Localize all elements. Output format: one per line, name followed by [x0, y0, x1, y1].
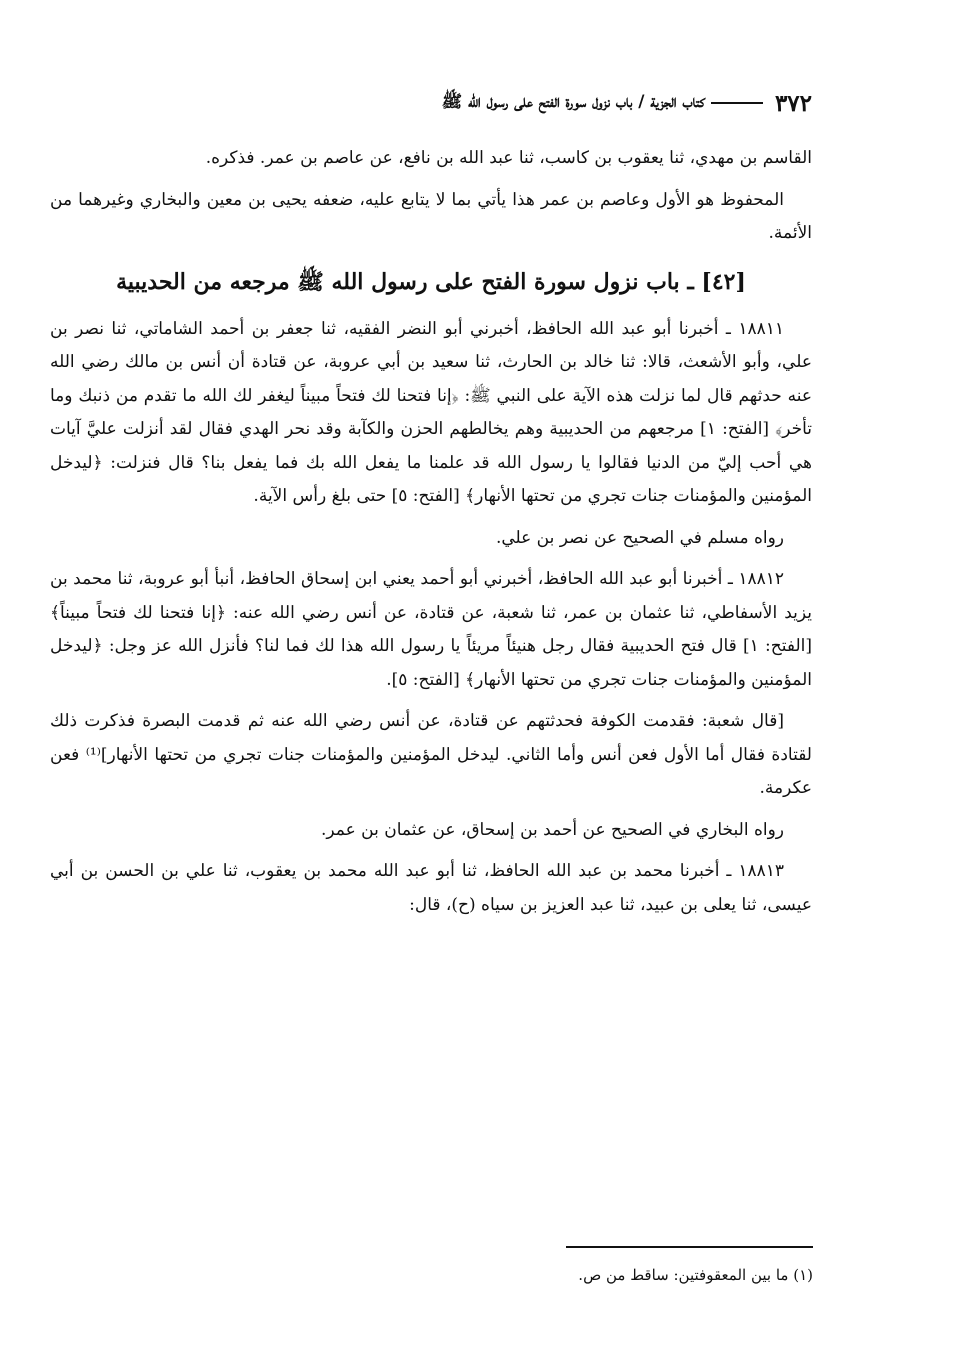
page-body	[50, 142, 812, 930]
hadith-18813: ١٨٨١٣ ـ أخبرنا محمد بن عبد الله الحافظ، ثنا أبو عبد الله محمد بن يعقوب، ثنا علي بن الحسن بن أبي عيسى، ثنا يعلى بن عبيد، ثنا عبد العزيز بن سياه (ح)، قال:	[50, 861, 812, 915]
hadith-18811: ١٨٨١١ ـ أخبرنا أبو عبد الله الحافظ، أخبرني أبو النضر الفقيه، ثنا جعفر بن أحمد الشاماتي، ثنا نصر بن علي، وأبو الأشعث، قالا: ثنا خالد بن الحارث، ثنا سعيد بن أبي عروبة، عن قتادة أن أنس بن مالك رضي الله عنه حدثهم قال لما نزلت هذه الآية على النبي ﷺ: ﴿إنا فتحنا لك فتحاً مبيناً ليغفر لك الله ما تقدم من ذنبك وما تأخر﴾ [الفتح: ١] مرجعهم من الحديبية وهم يخالطهم الحزن والكآبة وقد نحر الهدي فقال لقد أنزلت عليَّ آيات هي أحب إليّ من الدنيا فقالوا يا رسول الله قد علمنا ما يفعل الله بك فما يفعل بنا؟ قال فنزلت: ﴿ليدخل المؤمنين والمؤمنات جنات تجري من تحتها الأنهار﴾ [الفتح: ٥] حتى بلغ رأس الآية.	[50, 318, 812, 506]
running-title: كتاب الجزية / باب نزول سورة الفتح على رسول الله ﷺ	[441, 91, 705, 112]
header-rule	[711, 102, 763, 104]
footnote: (١) ما بين المعقوفتين: ساقط من ص.	[578, 1266, 813, 1284]
hadith-18812: ١٨٨١٢ ـ أخبرنا أبو عبد الله الحافظ، أخبرني أبو أحمد يعني ابن إسحاق الحافظ، أنبأ أبو عروبة، ثنا محمد بن يزيد الأسفاطي، ثنا عثمان بن عمر، ثنا شعبة، عن قتادة، عن أنس رضي الله عنه: ﴿إنا فتحنا لك فتحاً مبيناً﴾ [الفتح: ١] قال فتح الحديبية فقال رجل هنيئاً مريئاً يا رسول الله هذا لك فما لنا؟ فأنزل الله عز وجل: ﴿ليدخل المؤمنين والمؤمنات جنات تجري من تحتها الأنهار﴾ [الفتح: ٥].	[50, 569, 812, 690]
paragraph-narration-muslim: رواه مسلم في الصحيح عن نصر بن علي.	[495, 527, 784, 548]
paragraph-commentary: المحفوظ هو الأول وعاصم بن عمر هذا يأتي بما لا يتابع عليه، ضعفه يحيى بن معين والبخاري وغيرهما من الأئمة.	[50, 189, 812, 243]
page-number: ٣٧٢	[774, 89, 812, 117]
running-header	[50, 86, 812, 120]
paragraph-shuba-note: [قال شعبة: فقدمت الكوفة فحدثتهم عن قتادة، عن أنس رضي الله عنه ثم قدمت البصرة فذكرت ذلك لقتادة فقال أما الأول فعن أنس وأما الثاني. ليدخل المؤمنين والمؤمنات جنات تجري من تحتها الأنهار]⁽¹⁾ فعن عكرمة.	[50, 711, 812, 798]
paragraph-continuation: القاسم بن مهدي، ثنا يعقوب بن كاسب، ثنا عبد الله بن نافع، عن عاصم بن عمر. فذكره.	[205, 148, 812, 168]
footnote-rule	[566, 1246, 813, 1248]
paragraph-narration-bukhari: رواه البخاري في الصحيح عن أحمد بن إسحاق، عن عثمان بن عمر.	[320, 819, 784, 840]
section-heading: [٤٢] ـ باب نزول سورة الفتح على رسول الله ﷺ مرجعه من الحديبية	[116, 268, 746, 295]
